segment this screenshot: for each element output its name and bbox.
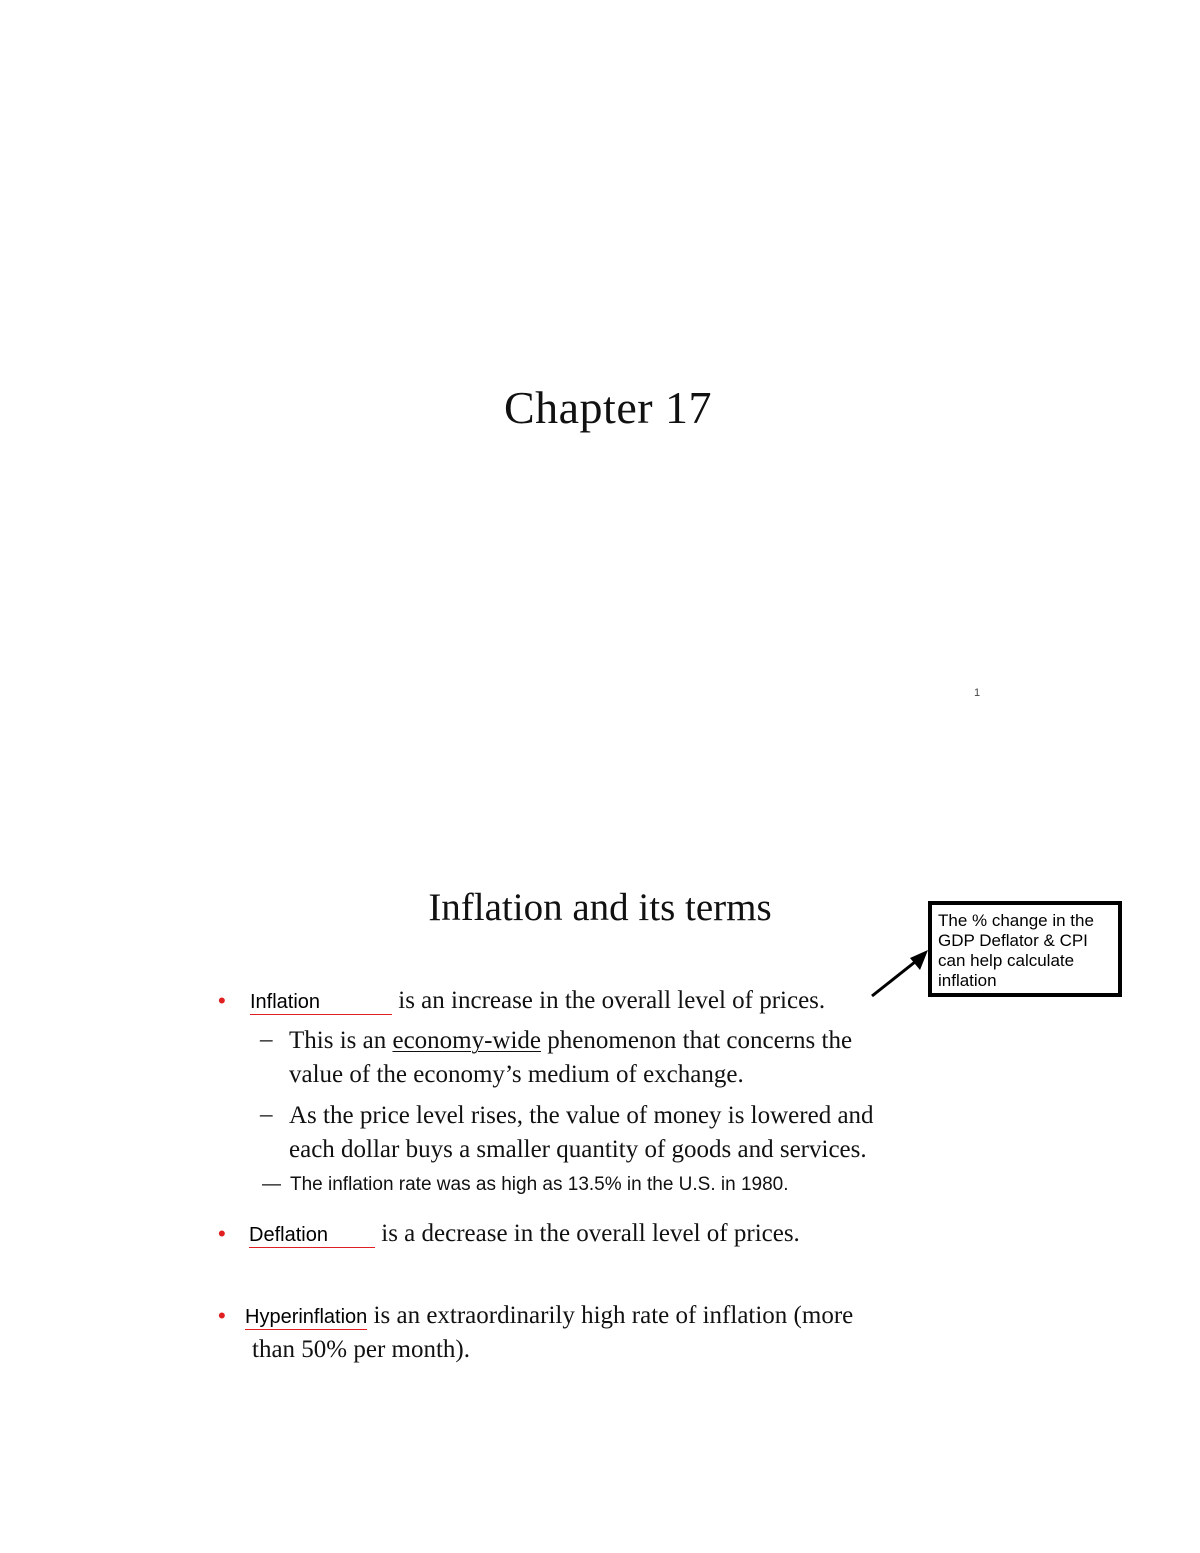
callout-line: inflation [938, 971, 997, 990]
sub-point-line: value of the economy’s medium of exchange. [289, 1061, 744, 1088]
callout-line: GDP Deflator & CPI [938, 931, 1088, 950]
sub-text-segment: phenomenon that concerns the [547, 1027, 853, 1054]
bullet-dot-icon: • [218, 1221, 226, 1246]
callout-arrow-icon [860, 940, 940, 1000]
definition-inflation: is an increase in the overall level of prices. [398, 987, 826, 1014]
sub-text-segment: This is an [289, 1027, 387, 1054]
definition-hyperinflation: is an extraordinarily high rate of inflation (more [373, 1302, 854, 1329]
bullet-inflation [250, 984, 825, 1018]
sub-point-economy-wide [289, 1024, 852, 1058]
callout-line: The % change in the [938, 911, 1094, 930]
bullet-dot-icon: • [218, 1303, 226, 1328]
slide-page-number: 1 [974, 687, 981, 699]
bullet-dot-icon: • [218, 988, 226, 1013]
sub-dash: – [260, 1101, 273, 1128]
underlined-term: economy-wide [392, 1027, 542, 1054]
sub-point-inflation-rate: The inflation rate was as high as 13.5% in the U.S. in 1980. [290, 1174, 789, 1195]
slide-title: Inflation and its terms [428, 886, 772, 929]
term-hyperinflation: Hyperinflation [245, 1306, 368, 1328]
sub-point-price-level: As the price level rises, the value of money is lowered and [289, 1102, 874, 1129]
callout-line: can help calculate [938, 951, 1075, 970]
definition-hyperinflation-line2: than 50% per month). [252, 1336, 471, 1363]
term-deflation: Deflation [249, 1223, 375, 1248]
definition-deflation: is a decrease in the overall level of prices. [381, 1220, 800, 1247]
chapter-title: Chapter 17 [503, 382, 713, 433]
term-inflation: Inflation [250, 990, 392, 1015]
bullet-hyperinflation [245, 1299, 853, 1333]
sub-point-line: each dollar buys a smaller quantity of goods and services. [289, 1136, 867, 1163]
bullet-deflation [249, 1217, 800, 1251]
callout-box [928, 901, 1122, 997]
sub-dash: – [260, 1026, 273, 1053]
sub-dash: — [262, 1174, 281, 1195]
